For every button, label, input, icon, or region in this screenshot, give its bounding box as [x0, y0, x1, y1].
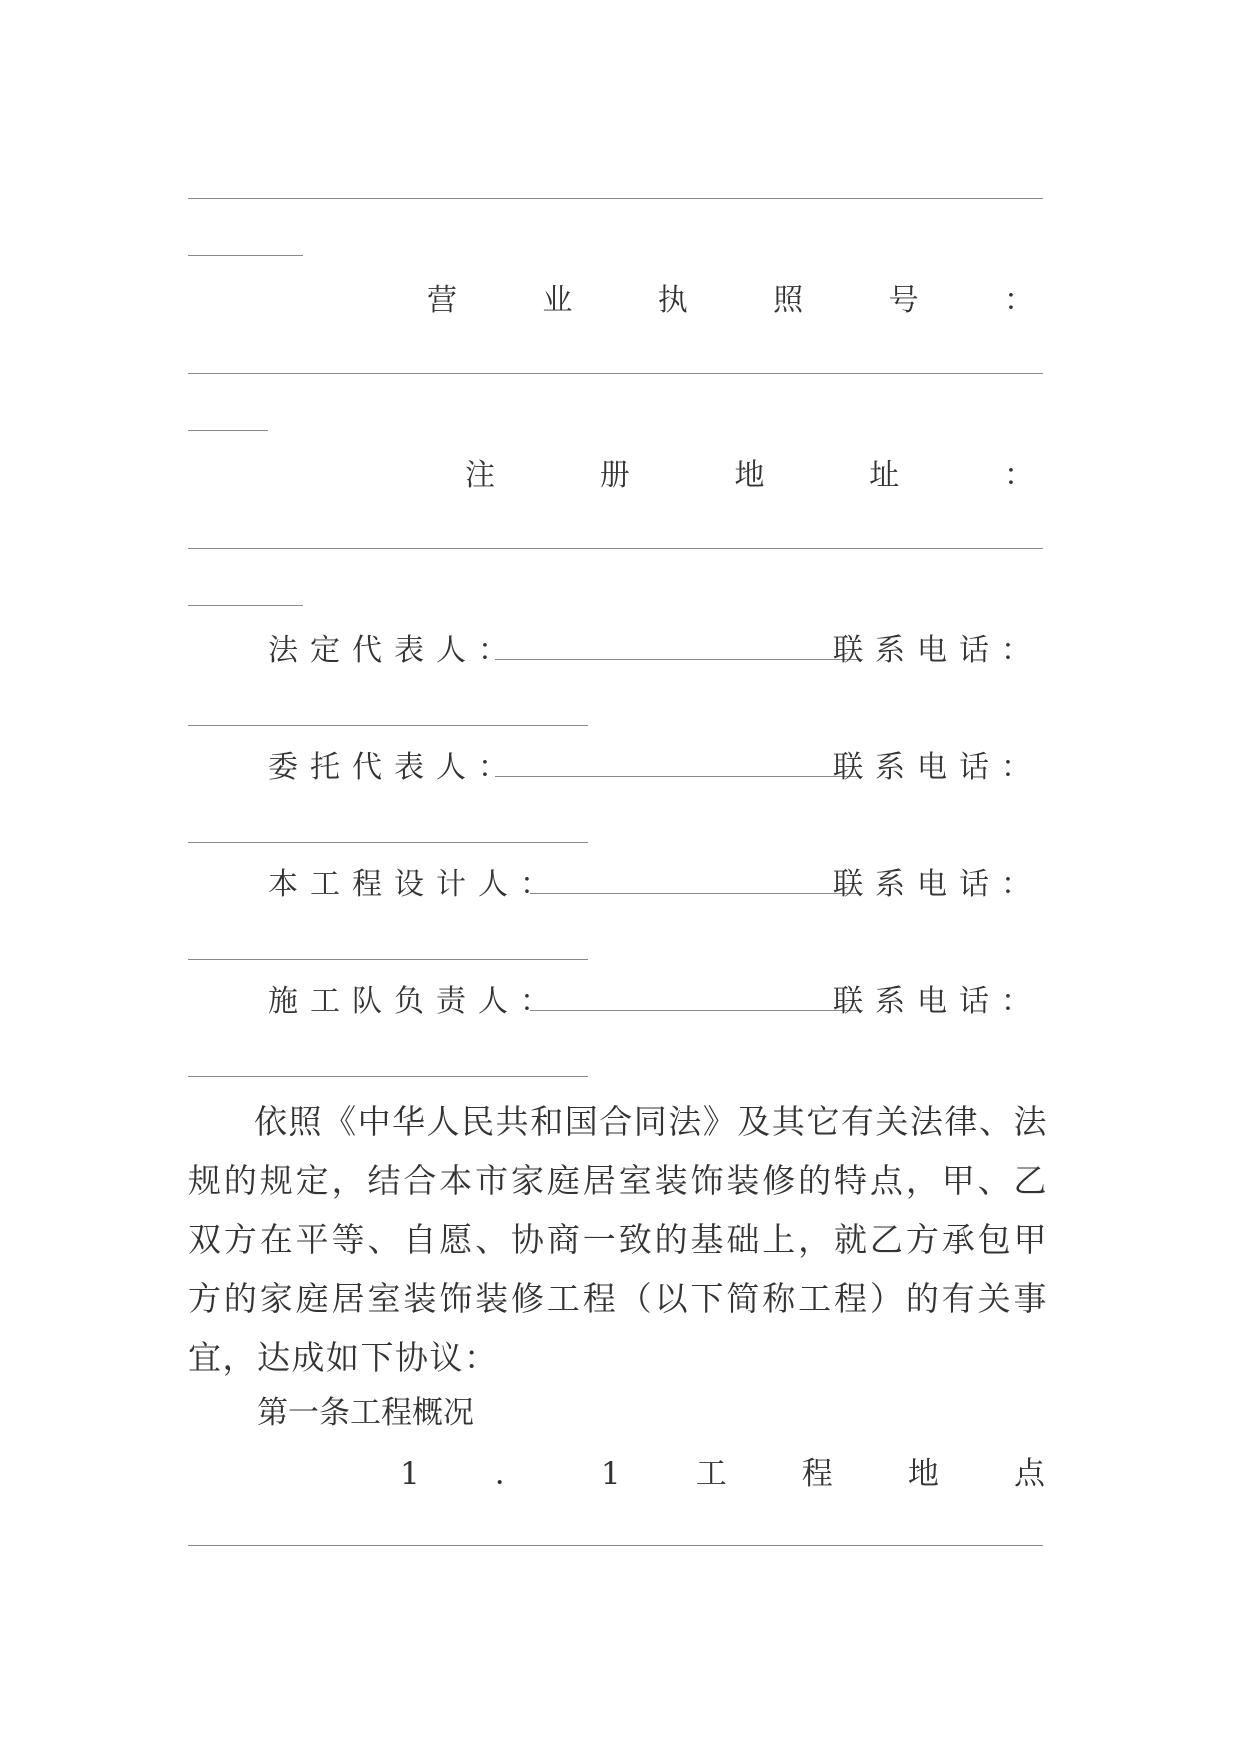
- label-colon: ：: [1004, 458, 1034, 493]
- label-char: 地: [734, 458, 765, 493]
- project-designer-row: [268, 865, 1043, 905]
- article-title-text: 第一条工程概况: [257, 1395, 474, 1431]
- label-char: 址: [869, 458, 900, 493]
- blank-line: [188, 605, 303, 606]
- blank-line: [188, 198, 1043, 199]
- legal-representative-input-line[interactable]: [495, 659, 863, 660]
- phone-input-line[interactable]: [188, 842, 588, 843]
- registered-address-label: [465, 456, 1034, 496]
- project-location-input-line[interactable]: [188, 1545, 1043, 1546]
- legal-representative-label: 法定代表人：: [268, 633, 520, 668]
- construction-team-leader-label: 施工队负责人：: [268, 984, 562, 1019]
- construction-team-leader-input-line[interactable]: [530, 1010, 863, 1011]
- phone-label: 联系电话：: [833, 750, 1043, 785]
- entrusted-representative-input-line[interactable]: [495, 776, 863, 777]
- label-char: 册: [599, 458, 630, 493]
- article-title: [257, 1393, 474, 1433]
- label-char: ．: [494, 1456, 526, 1492]
- business-license-input-line[interactable]: [188, 373, 1043, 374]
- label-char: 点: [1013, 1456, 1045, 1492]
- project-designer-label: 本工程设计人：: [268, 867, 562, 902]
- label-char: 工: [695, 1456, 727, 1492]
- label-char: 号: [888, 283, 919, 318]
- preamble-paragraph: [188, 1092, 1048, 1387]
- label-char: 照: [773, 283, 804, 318]
- label-colon: ：: [1003, 283, 1034, 318]
- label-char: 营: [427, 283, 457, 318]
- label-char: 1: [600, 1456, 621, 1492]
- label-char: 执: [657, 283, 688, 318]
- phone-input-line[interactable]: [188, 1076, 588, 1077]
- label-char: 程: [801, 1456, 833, 1492]
- registered-address-input-line[interactable]: [188, 548, 1043, 549]
- label-char: 1: [400, 1456, 420, 1492]
- phone-label: 联系电话：: [833, 633, 1043, 668]
- phone-input-line[interactable]: [188, 725, 588, 726]
- entrusted-representative-row: [268, 748, 1043, 788]
- phone-input-line[interactable]: [188, 959, 588, 960]
- label-char: 注: [465, 458, 495, 493]
- project-designer-input-line[interactable]: [530, 893, 863, 894]
- project-location-label: [400, 1454, 1045, 1494]
- blank-line: [188, 255, 303, 256]
- label-char: 地: [907, 1456, 939, 1492]
- legal-representative-row: [268, 631, 1043, 671]
- phone-label: 联系电话：: [833, 984, 1043, 1019]
- entrusted-representative-label: 委托代表人：: [268, 750, 520, 785]
- preamble-text: 依照《中华人民共和国合同法》及其它有关法律、法规的规定，结合本市家庭居室装饰装修的特点，甲、乙双方在平等、自愿、协商一致的基础上，就乙方承包甲方的家庭居室装饰装修工程（以下简称工程）的有关事宜，达成如下协议：: [188, 1102, 1048, 1377]
- construction-team-leader-row: [268, 982, 1043, 1022]
- business-license-label: [427, 281, 1034, 321]
- blank-line: [188, 430, 268, 431]
- label-char: 业: [542, 283, 573, 318]
- phone-label: 联系电话：: [833, 867, 1043, 902]
